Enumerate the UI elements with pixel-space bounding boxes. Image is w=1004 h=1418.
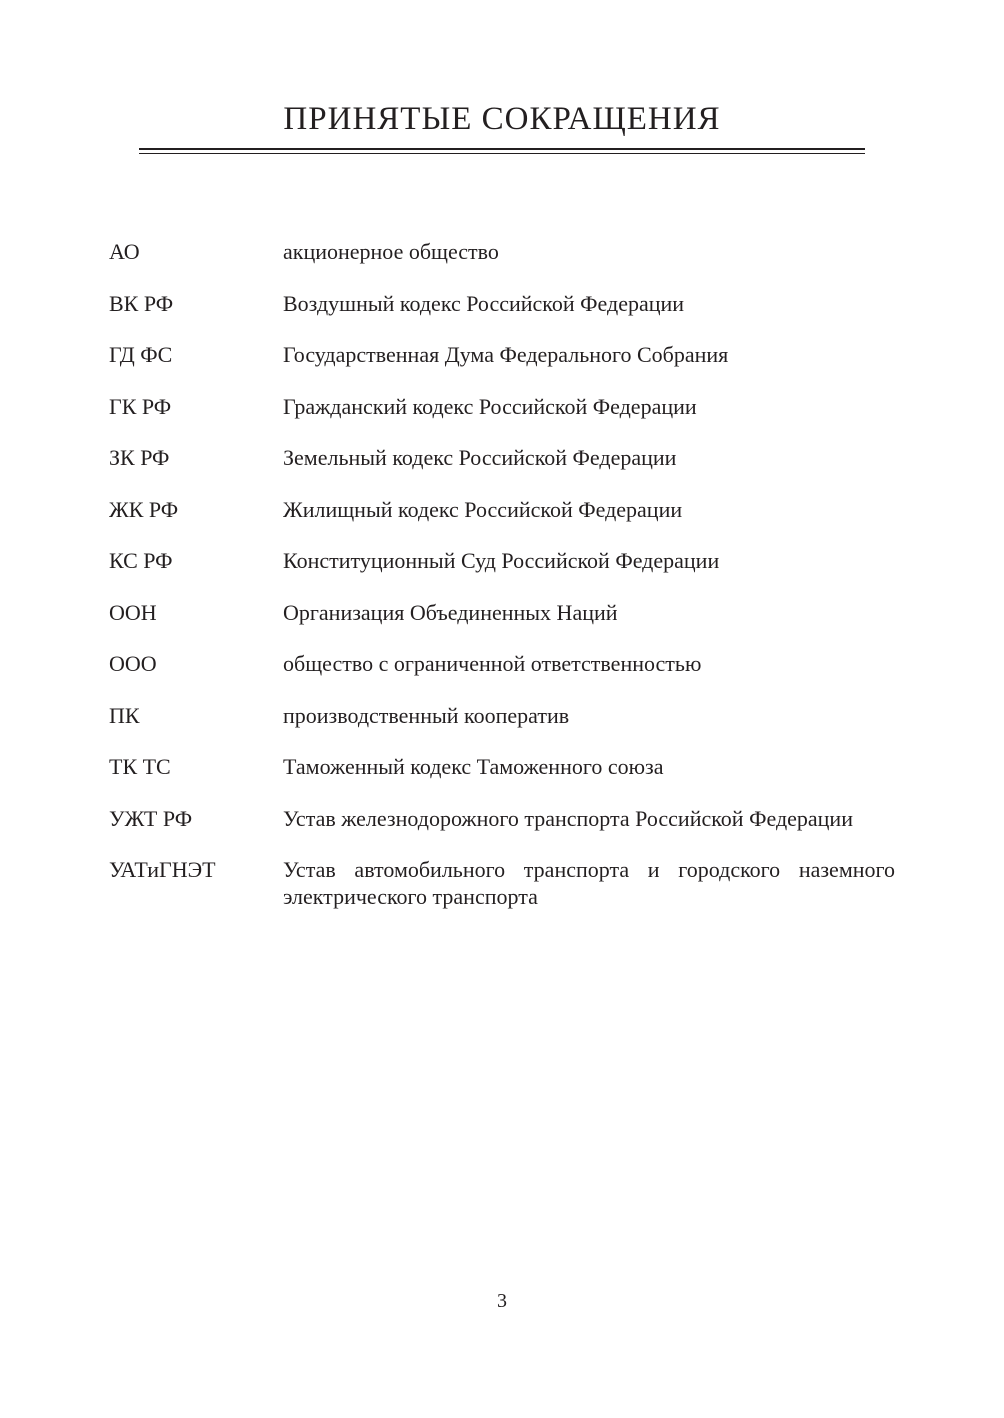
abbreviation-term: КС РФ xyxy=(109,548,173,573)
abbreviation-row xyxy=(109,805,895,832)
abbreviation-definition: акционерное общество xyxy=(283,239,499,264)
abbreviation-term: ООН xyxy=(109,599,157,625)
abbreviation-term: ООО xyxy=(109,651,157,676)
abbreviation-row xyxy=(109,856,895,910)
abbreviation-definition: Таможенный кодекс Таможенного союза xyxy=(283,754,664,779)
abbreviation-term: ВК РФ xyxy=(109,290,174,316)
abbreviation-definition: Жилищный кодекс Российской Федерации xyxy=(283,496,683,522)
abbreviation-row xyxy=(109,393,895,420)
abbreviation-row xyxy=(109,341,895,368)
title-rule-thick xyxy=(139,148,865,150)
abbreviation-term: ЗК РФ xyxy=(109,445,170,470)
abbreviation-definition: Государственная Дума Федерального Собрания xyxy=(283,342,729,367)
abbreviation-definition: Конституционный Суд Российской Федерации xyxy=(283,548,720,573)
abbreviation-term: ГК РФ xyxy=(109,393,172,419)
abbreviation-term: ГД ФС xyxy=(109,342,173,367)
abbreviation-row xyxy=(109,753,895,780)
abbreviation-term: УАТиГНЭТ xyxy=(109,857,216,882)
abbreviation-row xyxy=(109,650,895,677)
abbreviation-definition: Гражданский кодекс Российской Федерации xyxy=(283,393,697,419)
abbreviation-definition: общество с ограниченной ответственностью xyxy=(283,651,702,676)
abbreviation-definition: Устав железнодорожного транспорта Российской Федерации xyxy=(283,805,853,831)
abbreviation-definition: Устав автомобильного транспорта и городского наземного электрического транспорта xyxy=(283,857,895,909)
abbreviation-term: ТК ТС xyxy=(109,754,171,779)
abbreviation-term: ПК xyxy=(109,702,140,728)
abbreviation-list xyxy=(109,238,895,935)
abbreviation-definition: производственный кооператив xyxy=(283,702,570,728)
abbreviation-term: АО xyxy=(109,239,140,264)
abbreviation-row xyxy=(109,496,895,523)
title-rule-thin xyxy=(139,153,865,154)
page-title: ПРИНЯТЫЕ СОКРАЩЕНИЯ xyxy=(283,101,721,137)
abbreviation-row xyxy=(109,444,895,471)
abbreviation-row xyxy=(109,290,895,317)
abbreviation-row xyxy=(109,702,895,729)
abbreviation-definition: Организация Объединенных Наций xyxy=(283,599,618,625)
abbreviation-definition: Земельный кодекс Российской Федерации xyxy=(283,445,677,470)
abbreviation-row xyxy=(109,547,895,574)
abbreviation-definition: Воздушный кодекс Российской Федерации xyxy=(283,290,685,316)
abbreviation-row xyxy=(109,599,895,626)
abbreviation-term: ЖК РФ xyxy=(109,496,179,522)
abbreviation-term: УЖТ РФ xyxy=(109,805,193,831)
page-number: 3 xyxy=(497,1290,507,1312)
abbreviation-row xyxy=(109,238,895,265)
